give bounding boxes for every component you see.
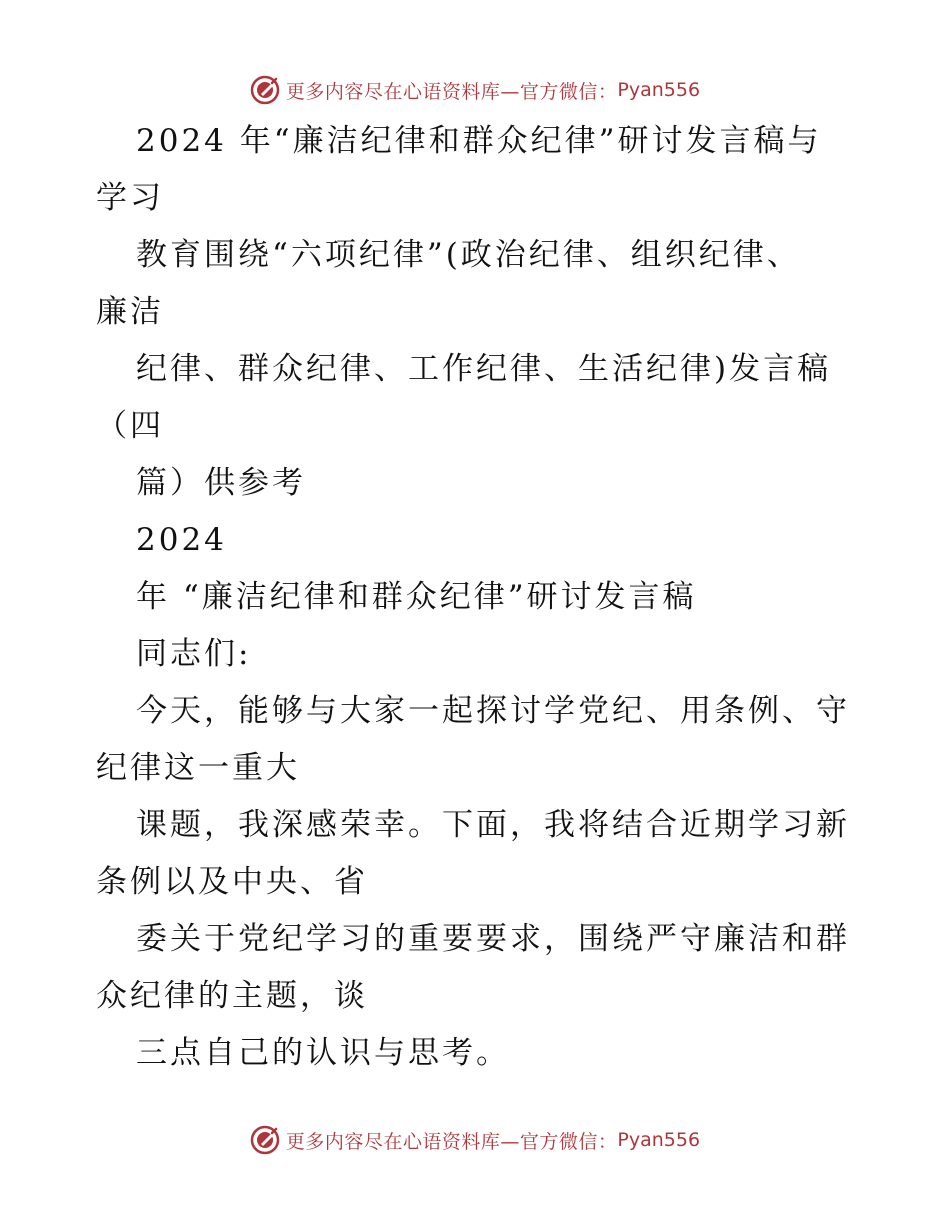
banner-text: 更多内容尽在心语资料库—官方微信： [285, 1130, 618, 1153]
title-line-1: 2024 年“廉洁纪律和群众纪律”研讨发言稿与 [136, 123, 822, 159]
pen-logo-icon [250, 75, 280, 105]
paragraph-line-6: 众纪律的主题，谈 [96, 978, 368, 1014]
banner-wechat-id: Pyan556 [617, 79, 701, 101]
salutation: 同志们: [136, 636, 252, 672]
subtitle-title: 年 “廉洁纪律和群众纪律”研讨发言稿 [136, 579, 697, 615]
title-line-4: 廉洁 [96, 294, 164, 330]
banner-wechat-id: Pyan556 [617, 1129, 701, 1151]
title-line-6: （四 [96, 408, 164, 444]
paragraph-line-4: 条例以及中央、省 [96, 864, 368, 900]
title-line-7: 篇）供参考 [136, 465, 306, 501]
subtitle-year: 2024 [136, 522, 227, 558]
header-banner [0, 72, 950, 108]
paragraph-line-2: 纪律这一重大 [96, 750, 300, 786]
paragraph-line-7: 三点自己的认识与思考。 [136, 1035, 510, 1071]
pen-logo-icon [250, 1125, 280, 1155]
paragraph-line-5: 委关于党纪学习的重要要求，围绕严守廉洁和群 [136, 921, 850, 957]
paragraph-line-1: 今天，能够与大家一起探讨学党纪、用条例、守 [136, 693, 850, 729]
paragraph-line-3: 课题，我深感荣幸。下面，我将结合近期学习新 [136, 807, 850, 843]
title-line-2: 学习 [96, 180, 164, 216]
title-line-3: 教育围绕“六项纪律”(政治纪律、组织纪律、 [136, 237, 801, 273]
footer-banner [0, 1122, 950, 1158]
document-body [96, 122, 866, 1073]
banner-text: 更多内容尽在心语资料库—官方微信： [285, 80, 618, 103]
title-line-5: 纪律、群众纪律、工作纪律、生活纪律)发言稿 [136, 351, 832, 387]
